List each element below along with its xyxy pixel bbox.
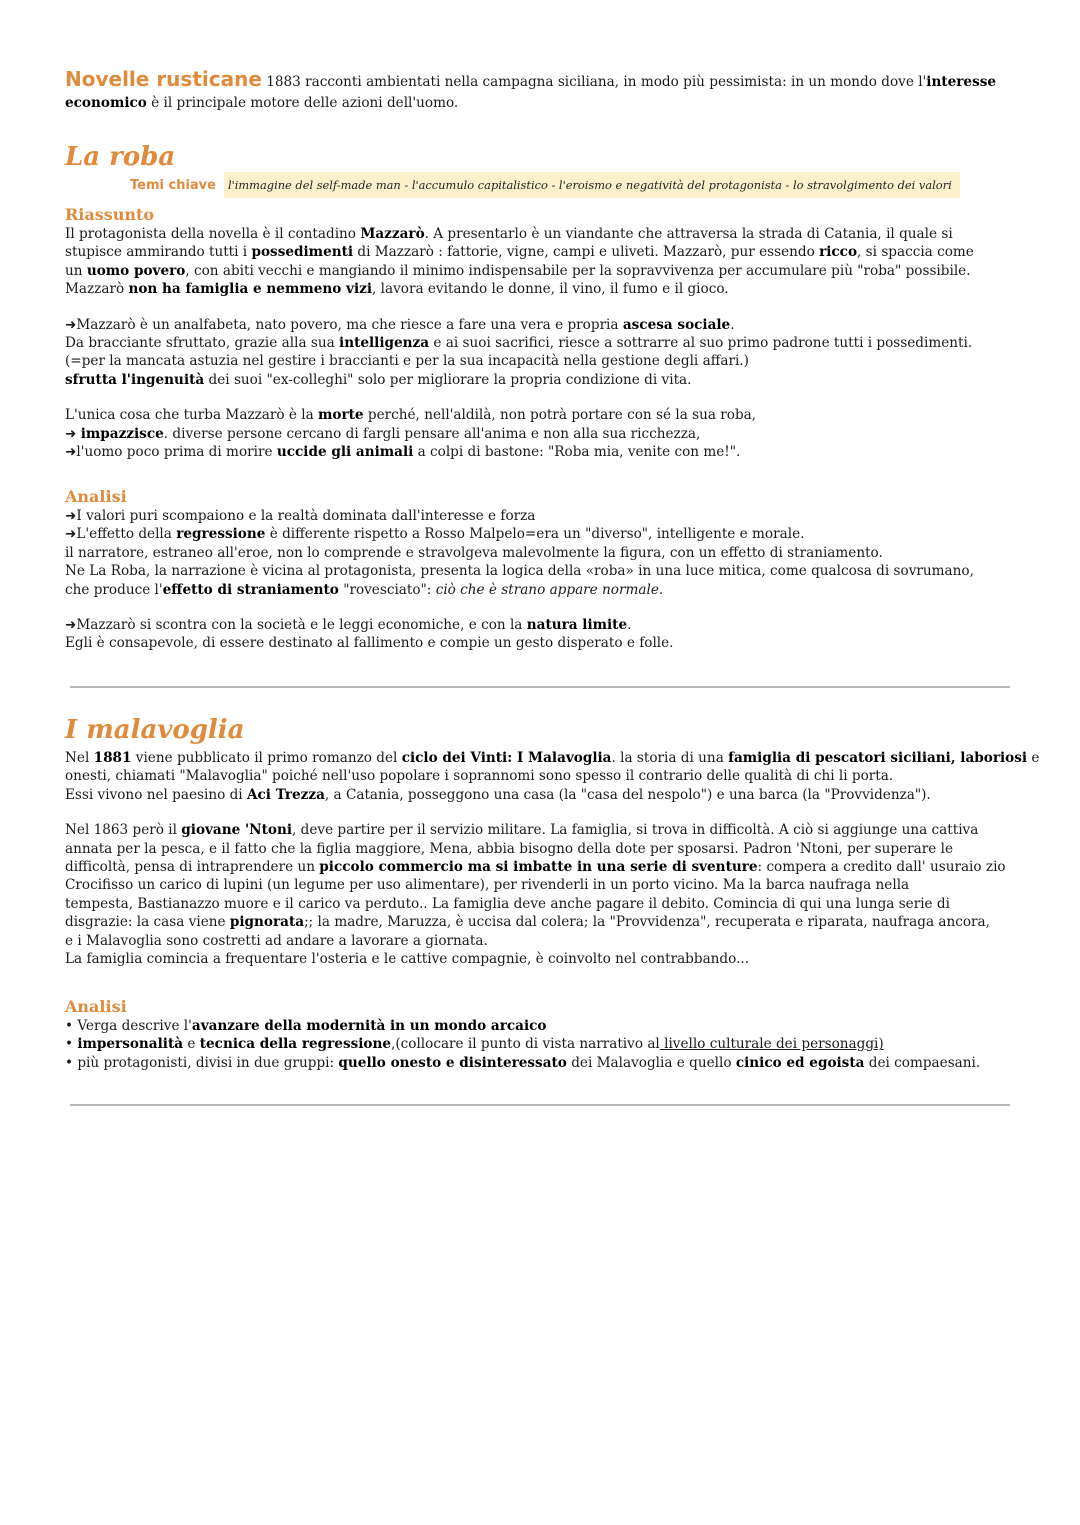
roba-title: La roba [65,142,176,172]
riassunto-section [65,205,1020,461]
text-line: stupisce ammirando tutti i possedimenti di Mazzarò : fattorie, vigne, campi e uliveti. Mazzarò, pur essendo ricco, si spaccia come [65,244,974,261]
novelle-rusticane-title: Novelle rusticane [65,67,262,91]
intro-line-2 [65,94,1020,112]
text-line: onesti, chiamati "Malavoglia" poiché nell'uso popolare i soprannomi sono spesso il contrario delle qualità di chi li porta. [65,768,894,785]
temi-chiave-text: l'immagine del self-made man - l'accumulo capitalistico - l'eroismo e negatività del protagonista - lo stravolgimento dei valori [224,172,960,198]
text-line: Da bracciante sfruttato, grazie alla sua intelligenza e ai suoi sacrifici, riesce a sottrarre al suo primo padrone tutti i possedimenti. [65,335,973,352]
analisi-heading: Analisi [65,997,127,1016]
roba-analisi-section [65,487,1020,653]
text-line: un uomo povero, con abiti vecchi e mangiando il minimo indispensabile per la sopravvivenza per accumulare più "roba" possibile. [65,262,971,279]
text-line: La famiglia comincia a frequentare l'osteria e le cattive compagnie, è coinvolto nel contrabbando... [65,951,750,968]
text-line: Mazzarò non ha famiglia e nemmeno vizi, lavora evitando le donne, il vino, il fumo e il gioco. [65,281,729,298]
section-divider [70,686,1010,688]
malavoglia-title: I malavoglia [65,715,245,745]
intro-section [65,66,1020,112]
text-line: Crocifisso un carico di lupini (un legume per uso alimentare), per rivenderli in un porto vicino. Ma la barca naufraga nella [65,877,910,894]
text-line: Nel 1863 però il giovane 'Ntoni, deve partire per il servizio militare. La famiglia, si trova in difficoltà. A ciò si aggiunge una cattiva [65,822,979,839]
bullet-item: • Verga descrive l'avanzare della modernità in un mondo arcaico [65,1018,547,1034]
bullet-item: • più protagonisti, divisi in due gruppi: quello onesto e disinteressato dei Malavoglia e quello cinico ed egoista dei compaesani. [65,1054,981,1071]
text-line: ➜Mazzarò si scontra con la società e le leggi economiche, e con la natura limite. [65,617,632,634]
intro-line-1 [65,66,1020,95]
bullet-item: • impersonalità e tecnica della regressione,(collocare il punto di vista narrativo al livello culturale dei personaggi) [65,1036,884,1053]
text-line: disgrazie: la casa viene pignorata;; la madre, Maruzza, è uccisa dal colera; la "Provvidenza", recuperata e riparata, naufraga ancora, [65,914,990,931]
text-line: difficoltà, pensa di intraprendere un piccolo commercio ma si imbatte in una serie di sventure: compera a credito dall' usuraio zio [65,859,1006,876]
text-line: Il protagonista della novella è il contadino Mazzarò. A presentarlo è un viandante che attraversa la strada di Catania, il quale si [65,226,953,242]
text-line: Nel 1881 viene pubblicato il primo romanzo del ciclo dei Vinti: I Malavoglia. la storia di una famiglia di pescatori siciliani, laboriosi e [65,750,1040,766]
intro-text: è il principale motore delle azioni dell'uomo. [146,95,459,111]
temi-chiave [130,172,960,198]
text-line: che produce l'effetto di straniamento "rovesciato": ciò che è strano appare normale. [65,581,664,598]
intro-text: racconti ambientati nella campagna siciliana, in modo più pessimista: in un mondo dove l' [300,74,927,90]
text-line: (=per la mancata astuzia nel gestire i braccianti e per la sua incapacità nella gestione degli affari.) [65,353,749,370]
intro-bold: interesse [926,74,997,90]
text-line: Egli è consapevole, di essere destinato al fallimento e compie un gesto disperato e folle. [65,635,674,652]
text-line: ➜Mazzarò è un analfabeta, nato povero, ma che riesce a fare una vera e propria ascesa sociale. [65,316,735,333]
text-line: tempesta, Bastianazzo muore e il carico va perduto.. La famiglia deve anche pagare il debito. Comincia di qui una lunga serie di [65,895,950,912]
malavoglia-analisi-section [65,997,1020,1072]
text-line: annata per la pesca, e il fatto che la figlia maggiore, Mena, abbia bisogno della dote per sposarsi. Padron 'Ntoni, per superare le [65,840,953,857]
roba-title-wrap [65,141,1020,173]
temi-chiave-label: Temi chiave [130,177,216,193]
text-line: Ne La Roba, la narrazione è vicina al protagonista, presenta la logica della «roba» in una luce mitica, come qualcosa di sovrumano, [65,563,974,580]
intro-year: 1883 [266,74,301,90]
text-line: L'unica cosa che turba Mazzarò è la morte perché, nell'aldilà, non potrà portare con sé la sua roba, [65,407,757,424]
text-line: sfrutta l'ingenuità dei suoi "ex-colleghi" solo per migliorare la propria condizione di vita. [65,371,692,388]
text-line: ➜L'effetto della regressione è differente rispetto a Rosso Malpelo=era un "diverso", intelligente e morale. [65,526,805,543]
text-line: Essi vivono nel paesino di Aci Trezza, a Catania, posseggono una casa (la "casa del nespolo") e una barca (la "Provvidenza"). [65,786,931,803]
text-line: ➜l'uomo poco prima di morire uccide gli animali a colpi di bastone: "Roba mia, venite con me!". [65,444,741,461]
text-line: ➜I valori puri scompaiono e la realtà dominata dall'interesse e forza [65,508,536,524]
riassunto-heading: Riassunto [65,205,155,224]
malavoglia-section [65,714,1040,968]
text-line: e i Malavoglia sono costretti ad andare a lavorare a giornata. [65,932,488,949]
section-divider [70,1104,1010,1106]
text-line: il narratore, estraneo all'eroe, non lo comprende e stravolgeva malevolmente la figura, con un effetto di straniamento. [65,544,883,561]
intro-bold: economico [65,95,147,111]
text-line: ➜ impazzisce. diverse persone cercano di fargli pensare all'anima e non alla sua ricchezza, [65,425,701,442]
analisi-heading: Analisi [65,487,127,506]
